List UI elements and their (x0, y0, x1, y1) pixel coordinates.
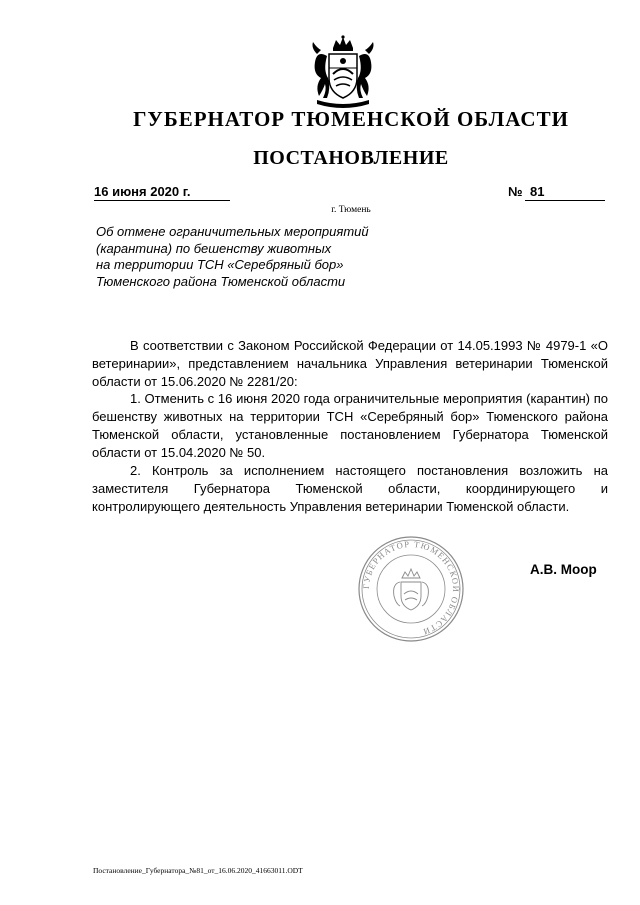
svg-text:ГУБЕРНАТОР ТЮМЕНСКОЙ ОБЛАСТИ (361, 539, 461, 637)
preamble-paragraph: В соответствии с Законом Российской Федерации от 14.05.1993 № 4979-1 «О ветеринарии», представлением начальника Управления ветеринарии Тюменской области от 15.06.2020 № 2281/20: (92, 338, 608, 389)
number-sign: № (508, 184, 523, 199)
official-seal-icon (356, 534, 466, 644)
document-subject (96, 224, 406, 290)
city: г. Тюмень (331, 205, 371, 215)
issuing-authority: ГУБЕРНАТОР ТЮМЕНСКОЙ ОБЛАСТИ (133, 107, 569, 131)
seal-ring-text: ГУБЕРНАТОР ТЮМЕНСКОЙ ОБЛАСТИ (360, 538, 462, 638)
document-date: 16 июня 2020 г. (94, 184, 230, 201)
subject-line: Об отмене ограничительных мероприятий (96, 224, 369, 239)
tyumen-coat-of-arms-icon (303, 34, 383, 110)
signatory-name: А.В. Моор (530, 562, 597, 577)
subject-line: (карантина) по бешенству животных (96, 240, 332, 256)
document-number: 81 (530, 184, 545, 199)
subject-line: на территории ТСН «Серебряный бор» (96, 257, 344, 272)
clause-1-paragraph: 1. Отменить с 16 июня 2020 года ограничительные мероприятия (карантин) по бешенству животных на территории ТСН «Серебряный бор» Тюменского района Тюменской области, установленные постановлением Губернатора Тюменской области от 15.04.2020 № 50. (92, 391, 608, 460)
subject-line: Тюменского района Тюменской области (96, 273, 346, 289)
file-name-footer: Постановление_Губернатора_№81_от_16.06.2020_41663011.ODT (93, 866, 303, 875)
document-type: ПОСТАНОВЛЕНИЕ (253, 147, 449, 169)
clause-2-paragraph: 2. Контроль за исполнением настоящего постановления возложить на заместителя Губернатора Тюменской области, координирующего и контролирующего деятельность Управления ветеринарии Тюменской области. (92, 463, 608, 514)
